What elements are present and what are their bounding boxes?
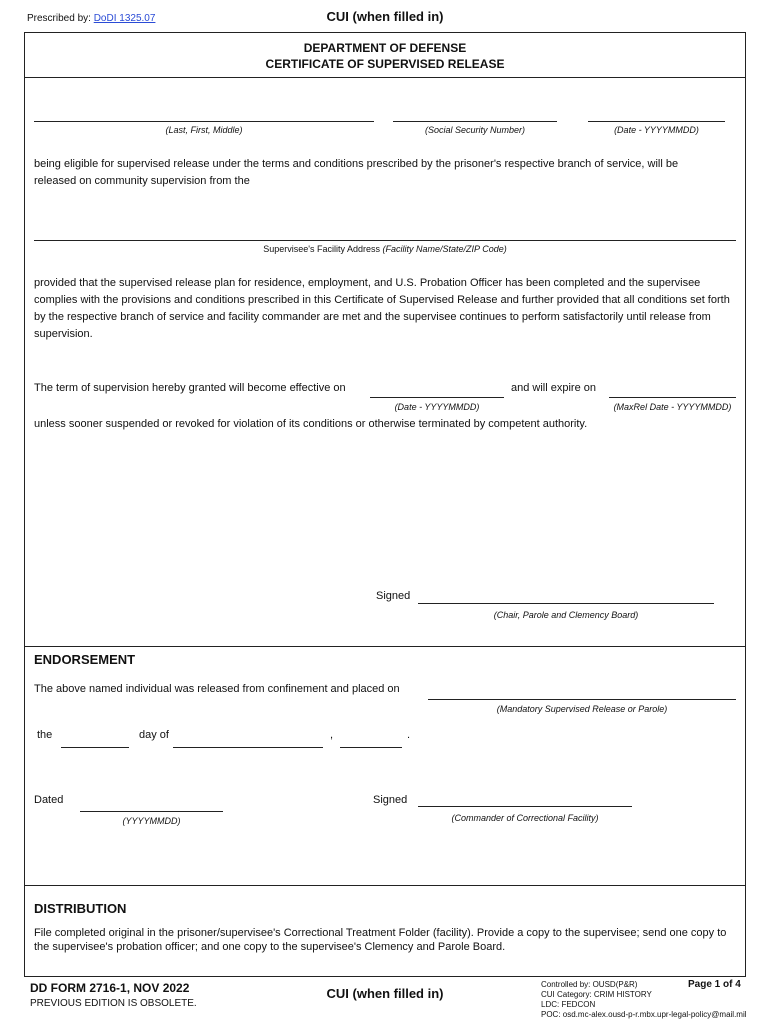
dated-field[interactable] (80, 811, 223, 812)
dated-label: Dated (34, 794, 64, 806)
page-number: Page 1 of 4 (688, 979, 741, 990)
provided-paragraph: provided that the supervised release plan for residence, employment, and U.S. Probation Officer has been completed and the supervisee complies with the provisions and conditions prescribed in this Certificate of Supervised Release and further provided that all conditions set forth by the respective branch of service and facility commander are met and the supervisee continues to perform satisfactorily until release from supervision. (34, 277, 730, 340)
facility-caption-prefix: Supervisee's Facility Address (263, 244, 383, 254)
released-text: The above named individual was released from confinement and placed on (34, 683, 400, 695)
term-text: The term of supervision hereby granted will become effective on (34, 382, 346, 394)
month-field[interactable] (173, 747, 323, 748)
previous-edition-note: PREVIOUS EDITION IS OBSOLETE. (30, 998, 197, 1009)
release-type-caption: (Mandatory Supervised Release or Parole) (496, 704, 668, 714)
day-of-label: day of (139, 729, 169, 741)
distribution-title: DISTRIBUTION (34, 901, 127, 916)
day-field[interactable] (61, 747, 129, 748)
name-field[interactable] (34, 121, 374, 122)
controlled-by: Controlled by: OUSD(P&R) (541, 980, 638, 989)
comma: , (330, 729, 334, 741)
poc: POC: osd.mc-alex.ousd-p-r.mbx.upr-legal-policy@mail.mil (541, 1010, 747, 1019)
ssn-caption: (Social Security Number) (424, 125, 526, 135)
chair-signature-field[interactable] (418, 603, 714, 604)
facility-address-field[interactable] (34, 240, 736, 241)
department-title: DEPARTMENT OF DEFENSE (303, 41, 467, 55)
dodi-link[interactable]: DoDI 1325.07 (93, 13, 156, 24)
distribution-text: File completed original in the prisoner/supervisee's Correctional Treatment Folder (facility). Provide a copy to the supervisee; send one copy to the supervisee's probation officer; and one copy to the supervisee's Clemency and Parole Board. (34, 927, 727, 953)
maxrel-caption: (MaxRel Date - YYYYMMDD) (613, 402, 732, 412)
release-type-field[interactable] (428, 699, 736, 700)
eligible-paragraph: being eligible for supervised release under the terms and conditions prescribed by the prisoner's respective branch of service, will be released on community supervision from the (34, 158, 679, 187)
unless-text: unless sooner suspended or revoked for violation of its conditions or otherwise terminated by competent authority. (34, 418, 588, 430)
facility-caption-italic: (Facility Name/State/ZIP Code) (382, 244, 507, 254)
date-field[interactable] (588, 121, 725, 122)
expire-text: and will expire on (511, 382, 596, 394)
expire-date-field[interactable] (609, 397, 736, 398)
effective-date-field[interactable] (370, 397, 504, 398)
chair-caption: (Chair, Parole and Clemency Board) (493, 610, 639, 620)
name-caption: (Last, First, Middle) (165, 125, 243, 135)
signed-label: Signed (376, 590, 411, 602)
effective-date-caption: (Date - YYYYMMDD) (394, 402, 480, 412)
facility-caption (34, 244, 736, 254)
period: . (407, 729, 411, 741)
yyyymmdd-caption: (YYYYMMDD) (122, 816, 181, 826)
cui-marking-bottom: CUI (when filled in) (326, 986, 444, 1001)
form-number: DD FORM 2716-1, NOV 2022 (30, 981, 190, 995)
prescribed-label: Prescribed by: (27, 13, 94, 24)
commander-signed-label: Signed (373, 794, 408, 806)
ssn-field[interactable] (393, 121, 557, 122)
endorsement-title: ENDORSEMENT (34, 652, 136, 667)
the-label: the (37, 729, 53, 741)
commander-signature-field[interactable] (418, 806, 632, 807)
ldc: LDC: FEDCON (541, 1000, 596, 1009)
form-title: CERTIFICATE OF SUPERVISED RELEASE (265, 57, 505, 71)
date-caption: (Date - YYYYMMDD) (614, 125, 699, 135)
year-field[interactable] (340, 747, 402, 748)
cui-category: CUI Category: CRIM HISTORY (541, 990, 652, 999)
header-box (24, 32, 746, 78)
commander-caption: (Commander of Correctional Facility) (451, 813, 599, 823)
cui-marking-top: CUI (when filled in) (326, 9, 444, 24)
